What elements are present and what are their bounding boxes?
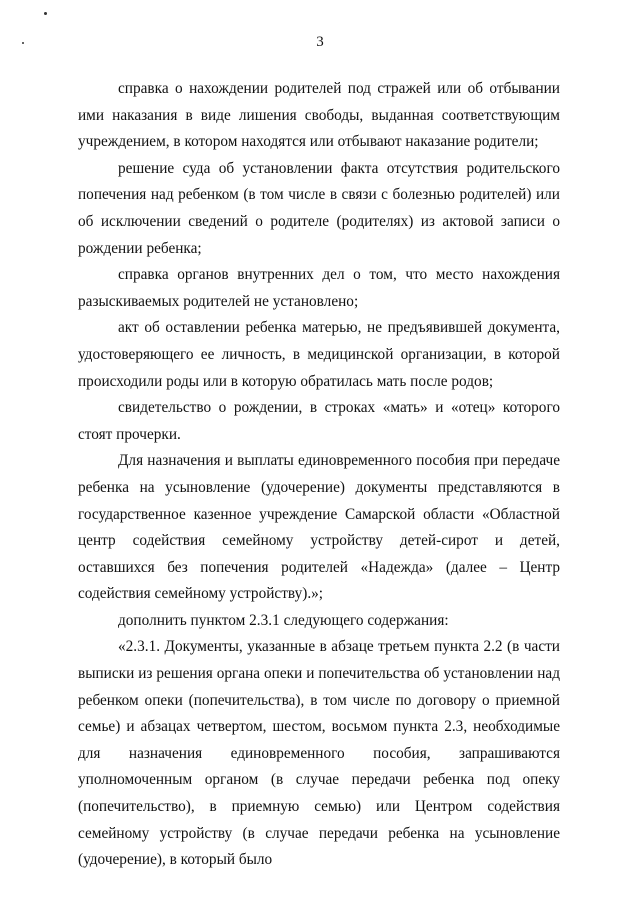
document-body — [78, 76, 560, 874]
paragraph-prison-certificate: справка о нахождении родителей под стражей или об отбывании ими наказания в виде лишения свободы, выданная соответствующим учреждением, в котором находятся или отбывают наказание родители; — [78, 80, 560, 151]
paragraph-clause-2-3-1: «2.3.1. Документы, указанные в абзаце третьем пункта 2.2 (в части выписки из решения органа опеки и попечительства об установлении над ребенком опеки (попечительства), в том числе по договору о приемной семье) и абзацах четвертом, шестом, восьмом пункта 2.3, необходимые для назначения единовременного пособия, запрашиваются уполномоченным органом (в случае передачи ребенка под опеку (попечительство), в приемную семью) или Центром содействия семейному устройству (в случае передачи ребенка на усыновление (удочерение), в который было — [78, 638, 560, 869]
paragraph-add-clause: дополнить пунктом 2.3.1 следующего содержания: — [118, 611, 449, 629]
scan-speck — [44, 12, 47, 15]
paragraph-abandonment-act: акт об оставлении ребенка матерью, не предъявившей документа, удостоверяющего ее личность, в медицинской организации, в которой происходили роды или в которую обратилась мать после родов; — [78, 319, 560, 390]
paragraph-adoption-documents: Для назначения и выплаты единовременного пособия при передаче ребенка на усыновление (удочерение) документы представляются в государственное казенное учреждение Самарской области «Областной центр содействия семейному устройству детей-сирот и детей, оставшихся без попечения родителей «Надежда» (далее – Центр содействия семейному устройству).»; — [78, 452, 560, 603]
paragraph-birth-certificate: свидетельство о рождении, в строках «мать» и «отец» которого стоят прочерки. — [78, 399, 560, 443]
paragraph-court-decision: решение суда об установлении факта отсутствия родительского попечения над ребенком (в том числе в связи с болезнью родителей) или об исключении сведений о родителе (родителях) из актовой записи о рождении ребенка; — [78, 159, 560, 257]
page-number: 3 — [316, 34, 324, 50]
paragraph-police-certificate: справка органов внутренних дел о том, что место нахождения разыскиваемых родителей не установлено; — [78, 266, 560, 310]
